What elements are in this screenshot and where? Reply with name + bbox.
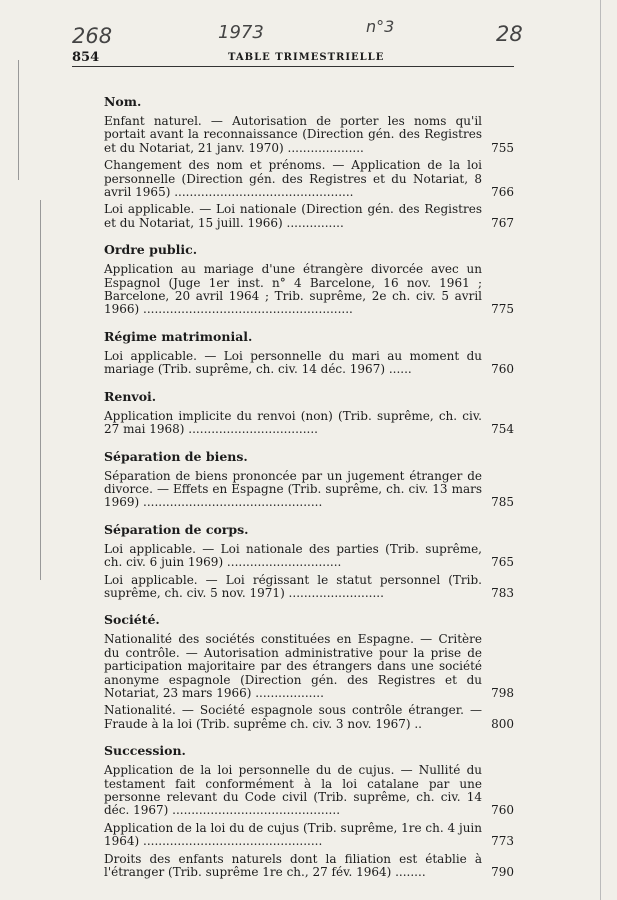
section-title: Séparation de corps. xyxy=(104,521,249,537)
page-reference: 767 xyxy=(491,215,514,230)
handwritten-note: n°3 xyxy=(366,17,395,36)
page-number: 854 xyxy=(72,50,100,65)
header-rule xyxy=(72,66,514,67)
margin-mark xyxy=(600,0,601,900)
index-entry xyxy=(104,159,514,199)
entry-text: Nationalité des sociétés constituées en Espagne. — Critère du contrôle. — Autorisation administrative pour la prise de participation majoritaire par des étrangers dans une société anonyme espagnole (Direction gén. des Registres et du Notariat, 23 mars 1966) .................. xyxy=(104,632,482,700)
index-entry xyxy=(104,574,514,601)
page-reference: 798 xyxy=(491,685,514,700)
handwritten-note: 28 xyxy=(496,22,523,46)
handwritten-note: 1973 xyxy=(218,22,264,43)
page-reference: 775 xyxy=(491,302,514,317)
page-reference: 755 xyxy=(491,140,514,155)
index-entry xyxy=(104,115,514,155)
index-entry xyxy=(104,704,514,731)
entry-text: Changement des nom et prénoms. — Application de la loi personnelle (Direction gén. des Registres et du Notariat, 8 avril 1965) ............................................... xyxy=(104,158,482,200)
entry-text: Séparation de biens prononcée par un jugement étranger de divorce. — Effets en Espagne (Trib. suprême, ch. civ. 13 mars 1969) ............................................... xyxy=(104,468,482,510)
section-title: Régime matrimonial. xyxy=(104,328,253,344)
index-entry xyxy=(104,410,514,437)
page-reference: 783 xyxy=(491,585,514,600)
page-reference: 760 xyxy=(491,803,514,818)
index-entry xyxy=(104,764,514,818)
index-entry xyxy=(104,822,514,849)
page-reference: 766 xyxy=(491,185,514,200)
handwritten-note: 268 xyxy=(72,24,113,48)
entry-text: Droits des enfants naturels dont la filiation est établie à l'étranger (Trib. suprême 1re ch., 27 fév. 1964) ........ xyxy=(104,851,482,880)
index-entry xyxy=(104,203,514,230)
running-title: TABLE TRIMESTRIELLE xyxy=(228,52,385,63)
entry-text: Loi applicable. — Loi nationale (Direction gén. des Registres et du Notariat, 15 juill. 1966) ............... xyxy=(104,202,482,230)
index-entry xyxy=(104,633,514,700)
entry-text: Loi applicable. — Loi personnelle du mari au moment du mariage (Trib. suprême, ch. civ. 14 déc. 1967) ...... xyxy=(104,348,482,377)
section-title: Ordre public. xyxy=(104,242,198,258)
entry-text: Enfant naturel. — Autorisation de porter les noms qu'il portait avant la reconnaissance (Direction gén. des Registres et du Notariat, 21 janv. 1970) .................... xyxy=(104,114,482,155)
page-reference: 785 xyxy=(491,495,514,510)
index-entry xyxy=(104,543,514,570)
index-table xyxy=(104,94,514,880)
margin-mark xyxy=(18,60,19,180)
index-entry xyxy=(104,470,514,510)
page-reference: 765 xyxy=(491,555,514,570)
entry-text: Nationalité. — Société espagnole sous contrôle étranger. — Fraude à la loi (Trib. suprême ch. civ. 3 nov. 1967) .. xyxy=(104,703,482,731)
margin-mark xyxy=(40,200,41,580)
index-entry xyxy=(104,263,514,317)
section-title: Succession. xyxy=(104,743,186,759)
page-reference: 800 xyxy=(491,716,514,731)
index-entry xyxy=(104,350,514,377)
index-entry xyxy=(104,853,514,880)
section-title: Société. xyxy=(104,612,160,628)
section-title: Nom. xyxy=(104,94,142,109)
entry-text: Application de la loi personnelle du de cujus. — Nullité du testament fait conformément à la loi catalane par une personne relevant du Code civil (Trib. suprême, ch. civ. 14 déc. 1967) ............................................ xyxy=(104,763,482,818)
entry-text: Application implicite du renvoi (non) (Trib. suprême, ch. civ. 27 mai 1968) .................................. xyxy=(104,408,482,437)
page-reference: 760 xyxy=(491,362,514,377)
entry-text: Application au mariage d'une étrangère divorcée avec un Espagnol (Juge 1er inst. n° 4 Barcelone, 16 nov. 1961 ; Barcelone, 20 avril 1964 ; Trib. suprême, 2e ch. civ. 5 avril 1966) ....................................................... xyxy=(104,262,482,317)
entry-text: Loi applicable. — Loi nationale des parties (Trib. suprême, ch. civ. 6 juin 1969) .............................. xyxy=(104,541,482,570)
page-reference: 790 xyxy=(491,865,514,880)
entry-text: Application de la loi du de cujus (Trib. suprême, 1re ch. 4 juin 1964) ............................................... xyxy=(104,820,482,849)
page-reference: 754 xyxy=(491,422,514,437)
section-title: Renvoi. xyxy=(104,388,157,404)
entry-text: Loi applicable. — Loi régissant le statut personnel (Trib. suprême, ch. civ. 5 nov. 1971) ......................... xyxy=(104,572,482,600)
page-reference: 773 xyxy=(491,834,514,849)
section-title: Séparation de biens. xyxy=(104,448,248,464)
